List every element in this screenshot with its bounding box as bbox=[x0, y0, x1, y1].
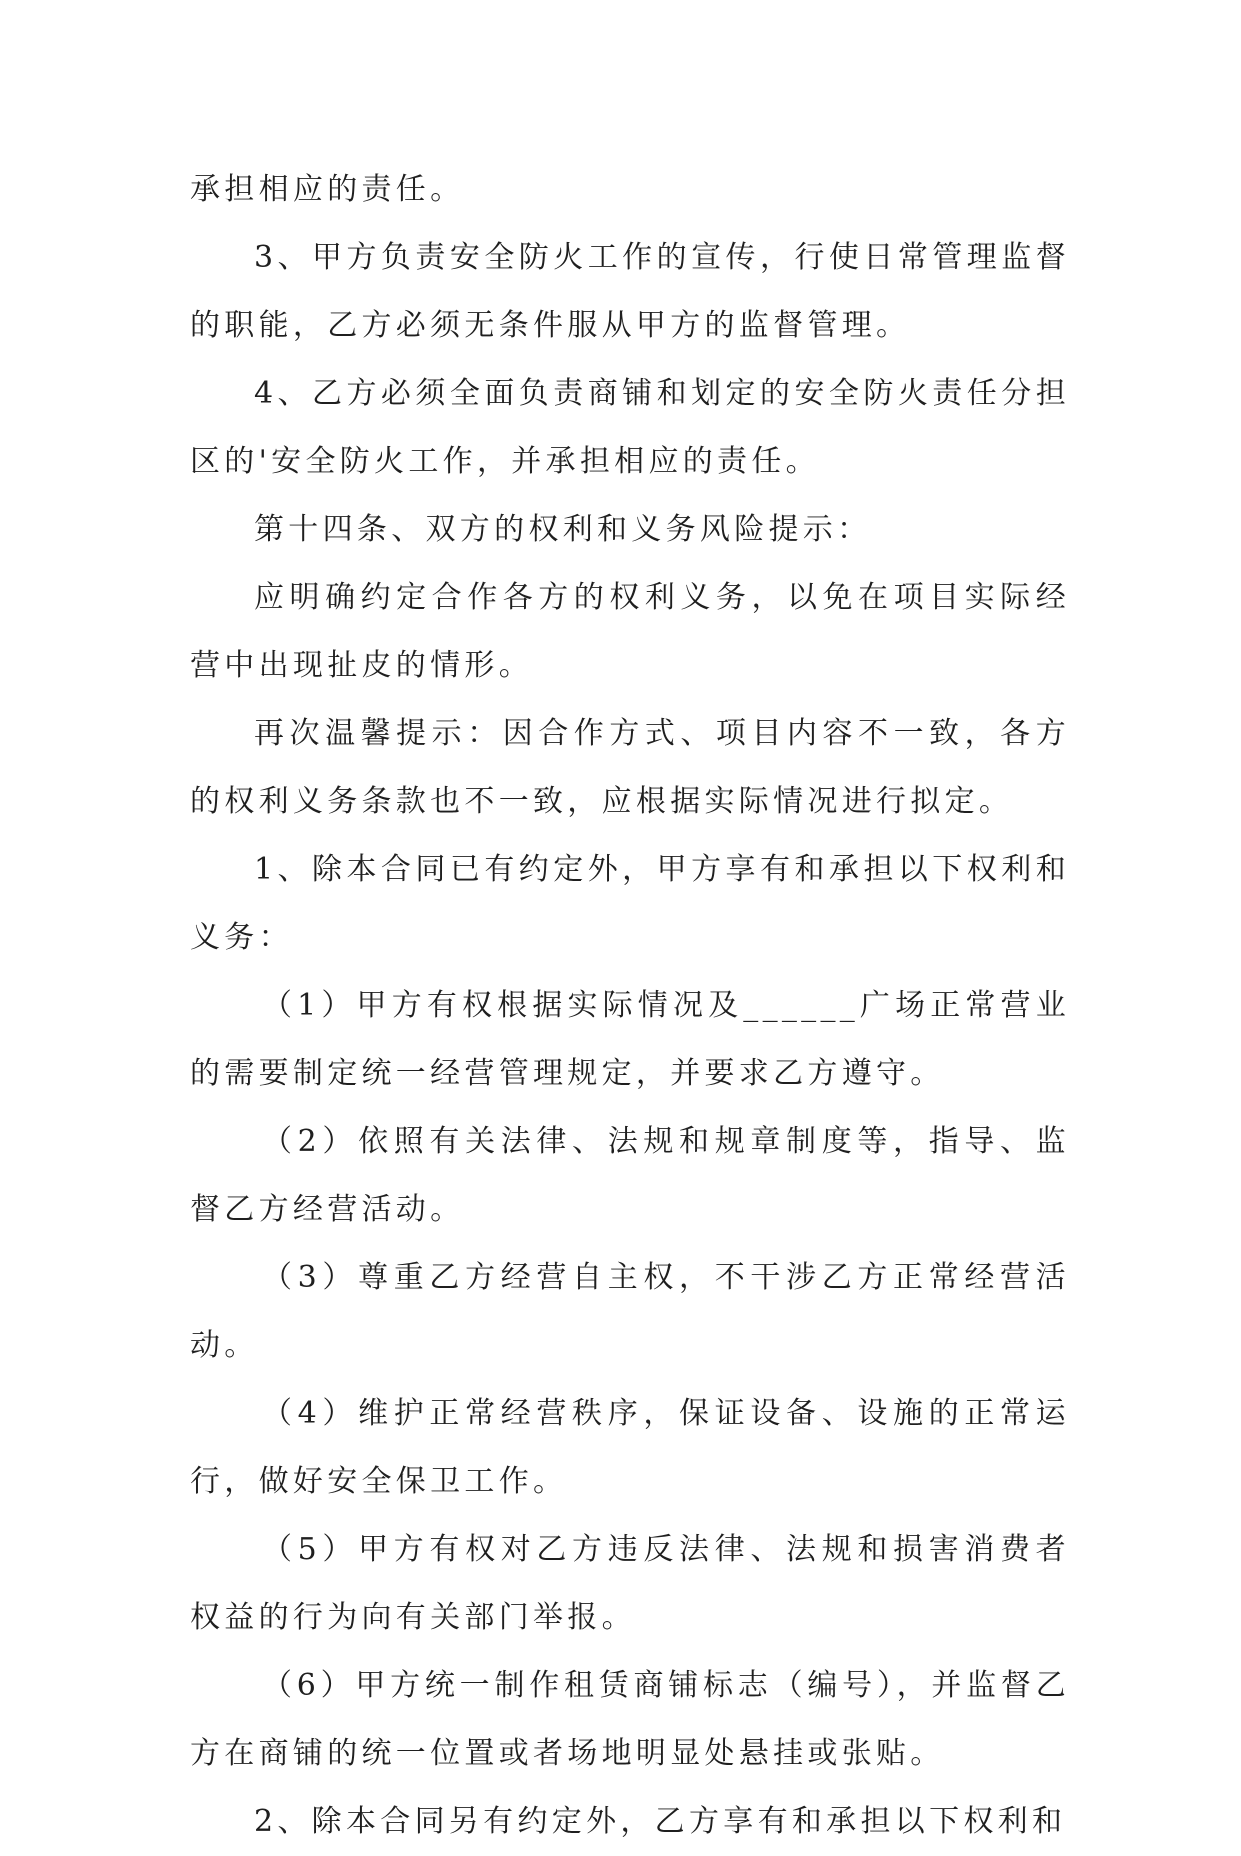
paragraph-9: （2）依照有关法律、法规和规章制度等，指导、监督乙方经营活动。 bbox=[190, 1124, 1070, 1227]
document-body bbox=[190, 156, 1070, 1856]
section-heading-article-14: 第十四条、双方的权利和义务风险提示： bbox=[254, 512, 872, 547]
paragraph-3: 4、乙方必须全面负责商铺和划定的安全防火责任分担区的'安全防火工作，并承担相应的责任。 bbox=[190, 376, 1070, 479]
paragraph-2: 3、甲方负责安全防火工作的宣传，行使日常管理监督的职能，乙方必须无条件服从甲方的监督管理。 bbox=[190, 240, 1070, 343]
paragraph-6: 再次温馨提示：因合作方式、项目内容不一致，各方的权利义务条款也不一致，应根据实际情况进行拟定。 bbox=[190, 716, 1070, 819]
paragraph-7: 1、除本合同已有约定外，甲方享有和承担以下权利和义务： bbox=[190, 852, 1070, 955]
paragraph-10: （3）尊重乙方经营自主权，不干涉乙方正常经营活动。 bbox=[190, 1260, 1070, 1363]
paragraph-8: （1）甲方有权根据实际情况及______广场正常营业的需要制定统一经营管理规定，并要求乙方遵守。 bbox=[190, 988, 1070, 1091]
paragraph-14: 2、除本合同另有约定外，乙方享有和承担以下权利和 bbox=[254, 1804, 1067, 1839]
paragraph-1: 承担相应的责任。 bbox=[190, 172, 465, 207]
paragraph-11: （4）维护正常经营秩序，保证设备、设施的正常运行，做好安全保卫工作。 bbox=[190, 1396, 1070, 1499]
paragraph-5: 应明确约定合作各方的权利义务，以免在项目实际经营中出现扯皮的情形。 bbox=[190, 580, 1070, 683]
paragraph-13: （6）甲方统一制作租赁商铺标志（编号），并监督乙方在商铺的统一位置或者场地明显处悬挂或张贴。 bbox=[190, 1668, 1070, 1771]
paragraph-12: （5）甲方有权对乙方违反法律、法规和损害消费者权益的行为向有关部门举报。 bbox=[190, 1532, 1070, 1635]
